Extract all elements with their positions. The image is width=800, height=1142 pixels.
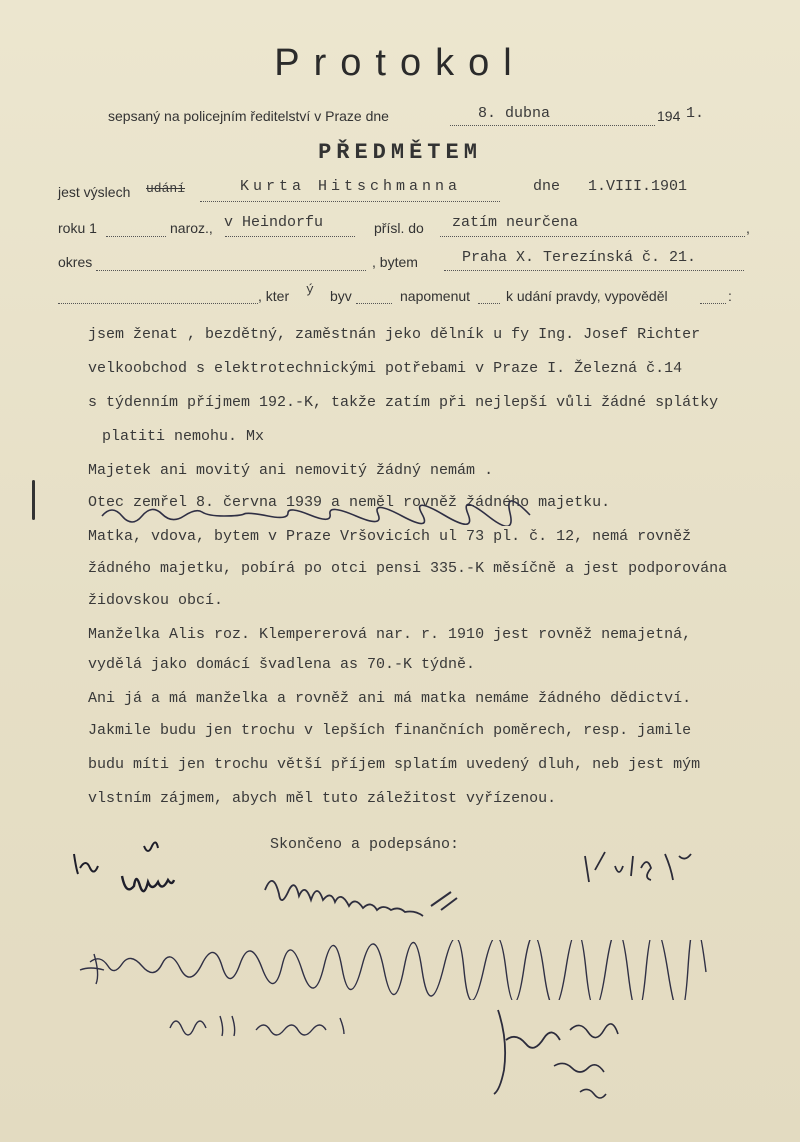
body-line-12: Ani já a má manželka a rovněž ani má matka nemáme žádného dědictví. [88,690,692,707]
label-roku: roku 1 [58,220,97,236]
body-line-6: Otec zemřel 8. června 1939 a neměl rovněž žádného majetku. [88,494,611,511]
body-line-9: židovskou obcí. [88,592,224,609]
official-initials-signature [60,836,200,906]
row4-ktery-mark: ý [306,282,314,297]
page-title: Protokol [274,42,526,84]
hitschmann-signature [255,860,485,930]
label-jest-vyslech: jest výslech [58,184,131,200]
row3-address-dots [444,269,744,271]
label-byv: byv [330,288,352,304]
header-date: 8. dubna [478,105,551,122]
body-line-5: Majetek ani movitý ani nemovitý žádný nemám . [88,462,494,479]
row2-prisl-value: zatím neurčena [452,214,579,231]
body-line-10: Manželka Alis roz. Klempererová nar. r. 1910 jest rovněž nemajetná, [88,626,692,643]
row2-place-dots [225,235,355,237]
row1-dne: dne [533,178,561,195]
closing-text: Skončeno a podepsáno: [270,836,460,853]
label-udani-pravdy: k udání pravdy, vypověděl [506,288,668,304]
margin-mark [32,480,35,520]
row1-name: Kurta Hitschmanna [240,178,462,195]
label-okres: okres [58,254,93,270]
body-line-3: s týdenním příjmem 192.-K, takže zatím při nejlepší vůli žádné splátky [88,394,719,411]
body-line-8: žádného majetku, pobírá po otci pensi 335.-K měsíčně a jest podporována [88,560,728,577]
row2-roku-dots [106,235,166,237]
header-year-suffix: 1. [686,105,705,122]
row2-prisl-dots [440,235,745,237]
subject-heading: PŘEDMĚTEM [318,140,482,165]
row4-colon: : [728,288,732,304]
header-sepsany: sepsaný na policejním ředitelství v Praze dne [108,108,389,124]
header-date-dots [450,124,655,126]
row3-address: Praha X. Terezínská č. 21. [462,249,697,266]
body-line-13: Jakmile budu jen trochu v lepších finančních poměrech, resp. jamile [88,722,692,739]
label-ktery: , kter [258,288,290,304]
handwritten-note-line [60,940,760,1000]
body-line-14: budu míti jen trochu větší příjem splatím uvedený dluh, neb jest mým [88,756,701,773]
body-line-2: velkoobchod s elektrotechnickými potřebami v Praze I. Železná č.14 [88,360,683,377]
struck-udani: udání [146,181,186,196]
row4-napomenut-dots [478,302,500,304]
label-prisl: přísl. do [374,220,424,236]
officer-signature [470,1000,650,1120]
row1-birthdate: 1.VIII.1901 [588,178,688,195]
body-line-11: vydělá jako domácí švadlena as 70.-K týdně. [88,656,476,673]
row4-byv-dots [356,302,392,304]
label-napomenut: napomenut [400,288,471,304]
row1-dots [200,200,500,202]
header-year-prefix: 194 [657,108,681,124]
row2-comma: , [746,220,750,236]
handwritten-insertion [96,500,576,526]
row4-dots [58,302,258,304]
row3-okres-dots [96,269,366,271]
handwritten-date-mark [575,846,715,890]
body-line-7: Matka, vdova, bytem v Praze Vršovicích ul 73 pl. č. 12, nemá rovněž [88,528,692,545]
body-line-15: vlstním zájmem, abych měl tuto záležitost vyřízenou. [88,790,557,807]
label-naroz: naroz., [170,220,213,236]
body-line-1: jsem ženat , bezdětný, zaměstnán jeko dělník u fy Ing. Josef Richter [88,326,701,343]
handwritten-date-note [160,1006,380,1046]
row2-place: v Heindorfu [224,214,324,231]
label-bytem: , bytem [372,254,418,270]
row4-end-dots [700,302,726,304]
body-line-4: platiti nemohu. Mx [102,428,265,445]
